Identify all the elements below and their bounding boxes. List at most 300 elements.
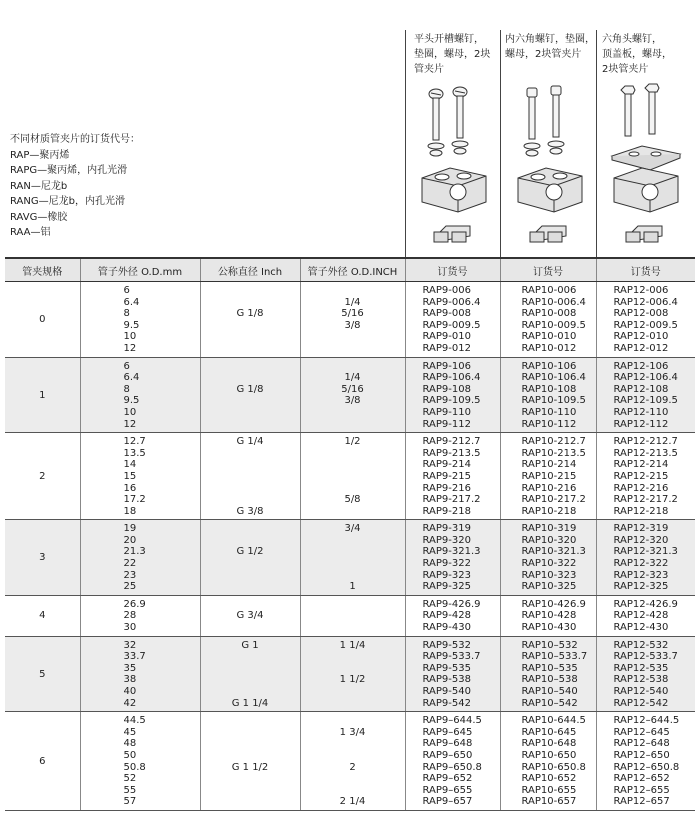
od-inch-value bbox=[301, 459, 405, 471]
table-row bbox=[5, 433, 695, 520]
order-number-3: RAP12-319 bbox=[613, 523, 669, 535]
nominal-inch-value bbox=[201, 297, 300, 309]
order-number-2: RAP10-012 bbox=[521, 342, 577, 354]
od-value-cell bbox=[80, 282, 200, 358]
order-number-2: RAP10-644.5 bbox=[521, 715, 586, 727]
order-number-1: RAP9-216 bbox=[422, 482, 471, 494]
order-number-1: RAP9-321.3 bbox=[422, 546, 481, 558]
od-inch-value: 1 3/4 bbox=[339, 726, 366, 738]
order-number-3: RAP12-006 bbox=[613, 285, 669, 296]
nominal-inch-value bbox=[201, 622, 300, 634]
header-clamp-size: 管夹规格 bbox=[5, 258, 80, 282]
order-number-1: RAP9–655 bbox=[422, 784, 473, 796]
order-number-1: RAP9-430 bbox=[422, 622, 471, 634]
nominal-inch-value bbox=[201, 471, 300, 483]
order-number-2: RAP10-428 bbox=[521, 610, 577, 622]
table-row bbox=[5, 712, 695, 811]
od-value: 33.7 bbox=[123, 651, 146, 663]
order-number-3: RAP12-009.5 bbox=[613, 319, 678, 331]
order-number-3-cell bbox=[596, 595, 695, 636]
order-number-3: RAP12–644.5 bbox=[613, 715, 680, 727]
nominal-inch-value bbox=[201, 483, 300, 495]
order-number-1-cell bbox=[405, 712, 500, 811]
od-value-cell bbox=[80, 520, 200, 596]
order-number-3: RAP12-106.4 bbox=[613, 372, 678, 384]
od-inch-value: 5/16 bbox=[341, 383, 364, 395]
order-number-2: RAP10-106 bbox=[521, 360, 577, 372]
nominal-inch-value bbox=[201, 494, 300, 506]
order-number-3: RAP12–652 bbox=[613, 773, 670, 785]
od-inch-value bbox=[301, 558, 405, 570]
od-inch-value-cell bbox=[300, 282, 405, 358]
order-number-2: RAP10-320 bbox=[521, 534, 577, 546]
header-order-no-1: 订货号 bbox=[405, 258, 500, 282]
order-number-3: RAP12-542 bbox=[613, 697, 669, 709]
order-number-3-cell bbox=[596, 636, 695, 712]
order-number-2: RAP10-110 bbox=[521, 406, 577, 418]
order-number-3: RAP12-323 bbox=[613, 569, 669, 581]
order-number-1: RAP9-325 bbox=[422, 581, 471, 593]
od-inch-value-cell bbox=[300, 636, 405, 712]
nominal-inch-value: G 1 1/2 bbox=[231, 761, 269, 773]
nominal-inch-value bbox=[201, 599, 300, 611]
nominal-inch-value-cell bbox=[200, 282, 300, 358]
column-divider bbox=[596, 30, 597, 258]
od-inch-value: 3/8 bbox=[344, 395, 361, 407]
order-number-2: RAP10–538 bbox=[521, 674, 578, 686]
order-number-3: RAP12-218 bbox=[613, 505, 669, 517]
od-value-cell bbox=[80, 595, 200, 636]
order-number-3: RAP12-109.5 bbox=[613, 395, 678, 407]
order-number-1: RAP9-108 bbox=[422, 383, 471, 395]
order-number-3: RAP12-012 bbox=[613, 342, 669, 354]
od-inch-value bbox=[301, 570, 405, 582]
nominal-inch-value-cell bbox=[200, 595, 300, 636]
material-legend bbox=[10, 132, 140, 241]
order-number-2-cell bbox=[500, 282, 596, 358]
legend-item: RAPG—聚丙烯，内孔光滑 bbox=[10, 165, 128, 176]
order-number-2: RAP10-650 bbox=[521, 749, 577, 761]
order-number-1-cell bbox=[405, 595, 500, 636]
order-table bbox=[5, 257, 695, 811]
od-value: 9.5 bbox=[123, 319, 140, 331]
nominal-inch-value bbox=[201, 558, 300, 570]
od-inch-value bbox=[301, 448, 405, 460]
nominal-inch-value bbox=[201, 523, 300, 535]
od-value-cell bbox=[80, 357, 200, 433]
order-number-1: RAP9–657 bbox=[422, 796, 473, 808]
od-inch-value bbox=[301, 331, 405, 343]
legend-item: RANG—尼龙b，内孔光滑 bbox=[10, 196, 125, 207]
header-od-inch: 管子外径 O.D.INCH bbox=[300, 258, 405, 282]
order-number-1: RAP9-110 bbox=[422, 406, 471, 418]
order-number-2-cell bbox=[500, 712, 596, 811]
order-number-1: RAP9-212.7 bbox=[422, 436, 481, 448]
order-number-3: RAP12-428 bbox=[613, 610, 669, 622]
od-value: 17.2 bbox=[123, 494, 146, 506]
order-number-2: RAP10-648 bbox=[521, 738, 577, 750]
header-nominal-inch: 公称直径 Inch bbox=[200, 258, 300, 282]
nominal-inch-value bbox=[201, 686, 300, 698]
order-number-3-cell bbox=[596, 282, 695, 358]
nominal-inch-value: G 1/2 bbox=[236, 546, 264, 558]
od-value: 32 bbox=[123, 639, 137, 651]
nominal-inch-value bbox=[201, 715, 300, 727]
order-number-2: RAP10–542 bbox=[521, 697, 578, 709]
order-number-1: RAP9-012 bbox=[422, 342, 471, 354]
order-number-3: RAP12-217.2 bbox=[613, 494, 678, 506]
nominal-inch-value bbox=[201, 535, 300, 547]
order-number-1: RAP9-215 bbox=[422, 470, 471, 482]
legend-item: RAP—聚丙烯 bbox=[10, 149, 70, 161]
nominal-inch-value bbox=[201, 750, 300, 762]
od-value: 22 bbox=[123, 558, 137, 570]
od-value: 48 bbox=[123, 738, 137, 750]
order-number-2: RAP10-426.9 bbox=[521, 598, 586, 610]
order-number-1: RAP9-218 bbox=[422, 505, 471, 517]
order-number-2: RAP10-106.4 bbox=[521, 372, 586, 384]
od-value: 10 bbox=[123, 406, 137, 418]
od-value: 30 bbox=[123, 622, 137, 634]
order-number-1: RAP9-009.5 bbox=[422, 319, 481, 331]
order-number-2: RAP10–532 bbox=[521, 639, 578, 651]
order-number-2: RAP10-650.8 bbox=[521, 761, 586, 773]
nominal-inch-value bbox=[201, 727, 300, 739]
order-number-1: RAP9-320 bbox=[422, 534, 471, 546]
nominal-inch-value bbox=[201, 459, 300, 471]
order-number-1: RAP9–648 bbox=[422, 738, 473, 750]
order-number-3: RAP12-112 bbox=[613, 418, 669, 430]
order-number-2: RAP10-217.2 bbox=[521, 494, 586, 506]
od-value: 12 bbox=[123, 342, 137, 354]
od-value: 13.5 bbox=[123, 447, 146, 459]
order-number-3: RAP12-430 bbox=[613, 622, 669, 634]
table-row bbox=[5, 282, 695, 358]
order-number-3: RAP12-532 bbox=[613, 639, 669, 651]
nominal-inch-value bbox=[201, 448, 300, 460]
nominal-inch-value bbox=[201, 651, 300, 663]
order-number-2: RAP10-215 bbox=[521, 470, 577, 482]
order-number-1: RAP9-214 bbox=[422, 459, 471, 471]
column-divider bbox=[500, 30, 501, 258]
nominal-inch-value-cell bbox=[200, 712, 300, 811]
od-inch-value-cell bbox=[300, 712, 405, 811]
nominal-inch-value bbox=[201, 581, 300, 593]
order-number-2: RAP10-213.5 bbox=[521, 447, 586, 459]
order-number-1: RAP9-217.2 bbox=[422, 494, 481, 506]
nominal-inch-value bbox=[201, 320, 300, 332]
clamp-size: 5 bbox=[5, 636, 80, 712]
order-number-2: RAP10-006.4 bbox=[521, 296, 586, 308]
table-row bbox=[5, 595, 695, 636]
od-value: 14 bbox=[123, 459, 137, 471]
nominal-inch-value bbox=[201, 773, 300, 785]
od-value: 12 bbox=[123, 418, 137, 430]
clamp-size: 2 bbox=[5, 433, 80, 520]
order-number-1: RAP9-106.4 bbox=[422, 372, 481, 384]
order-number-1: RAP9–652 bbox=[422, 773, 473, 785]
order-number-2: RAP10-322 bbox=[521, 558, 577, 570]
order-number-1: RAP9-008 bbox=[422, 308, 471, 320]
order-number-1: RAP9–644.5 bbox=[422, 715, 482, 727]
od-value: 12.7 bbox=[123, 436, 146, 448]
header-row bbox=[5, 258, 695, 282]
nominal-inch-value-cell bbox=[200, 357, 300, 433]
nominal-inch-value bbox=[201, 785, 300, 797]
nominal-inch-value bbox=[201, 395, 300, 407]
od-value: 40 bbox=[123, 686, 137, 697]
order-number-3: RAP12-325 bbox=[613, 581, 669, 593]
od-inch-value bbox=[301, 506, 405, 518]
order-number-2-cell bbox=[500, 433, 596, 520]
order-number-3: RAP12–648 bbox=[613, 738, 670, 750]
nominal-inch-value-cell bbox=[200, 520, 300, 596]
od-value: 44.5 bbox=[123, 715, 146, 727]
order-number-2: RAP10-008 bbox=[521, 308, 577, 320]
order-number-1: RAP9-109.5 bbox=[422, 395, 481, 407]
order-number-2: RAP10-645 bbox=[521, 726, 577, 738]
od-value: 8 bbox=[123, 308, 130, 320]
order-number-1: RAP9-426.9 bbox=[422, 598, 481, 610]
order-number-3: RAP12-215 bbox=[613, 470, 669, 482]
od-inch-value: 1 1/4 bbox=[339, 639, 366, 651]
od-inch-value: 5/16 bbox=[341, 308, 364, 320]
order-number-3: RAP12–655 bbox=[613, 784, 670, 796]
order-number-1: RAP9-006 bbox=[422, 285, 471, 296]
table-row bbox=[5, 520, 695, 596]
od-inch-value: 3/4 bbox=[344, 523, 361, 535]
order-number-2: RAP10-109.5 bbox=[521, 395, 586, 407]
order-number-3: RAP12-216 bbox=[613, 482, 669, 494]
od-value: 42 bbox=[123, 697, 137, 709]
order-number-1: RAP9-010 bbox=[422, 331, 471, 343]
clamp-size: 6 bbox=[5, 712, 80, 811]
od-inch-value-cell bbox=[300, 357, 405, 433]
order-number-1: RAP9-323 bbox=[422, 569, 471, 581]
clamp-size: 3 bbox=[5, 520, 80, 596]
od-inch-value: 3/8 bbox=[344, 319, 361, 331]
nominal-inch-value-cell bbox=[200, 433, 300, 520]
order-number-1: RAP9-112 bbox=[422, 418, 471, 430]
od-value: 19 bbox=[123, 523, 137, 535]
od-value-cell bbox=[80, 433, 200, 520]
nominal-inch-value bbox=[201, 331, 300, 343]
order-number-2: RAP10-214 bbox=[521, 459, 577, 471]
order-number-1: RAP9–650 bbox=[422, 749, 473, 761]
od-inch-value bbox=[301, 471, 405, 483]
od-inch-value bbox=[301, 610, 405, 622]
order-number-2: RAP10-652 bbox=[521, 773, 577, 785]
order-number-2: RAP10-657 bbox=[521, 796, 577, 808]
od-inch-value: 1/4 bbox=[344, 372, 361, 384]
od-inch-value: 1/2 bbox=[344, 436, 361, 448]
order-number-1: RAP9-540 bbox=[422, 686, 471, 697]
od-value: 28 bbox=[123, 610, 137, 622]
od-inch-value bbox=[301, 785, 405, 797]
od-value: 6 bbox=[123, 360, 130, 372]
order-number-3: RAP12-213.5 bbox=[613, 447, 678, 459]
od-inch-value: 1 1/2 bbox=[339, 674, 366, 686]
legend-title: 不同材质管夹片的订货代号： bbox=[10, 134, 140, 145]
od-inch-value: 2 1/4 bbox=[339, 796, 366, 808]
order-number-3: RAP12-006.4 bbox=[613, 296, 678, 308]
order-number-1: RAP9–645 bbox=[422, 726, 473, 738]
header-order-no-3: 订货号 bbox=[596, 258, 695, 282]
slotted-screw-clamp-illustration bbox=[412, 80, 500, 252]
nominal-inch-value bbox=[201, 738, 300, 750]
order-number-3: RAP12-106 bbox=[613, 360, 669, 372]
od-value: 50.8 bbox=[123, 761, 146, 773]
order-number-3: RAP12-322 bbox=[613, 558, 669, 570]
order-number-3: RAP12-108 bbox=[613, 383, 669, 395]
order-number-2: RAP10-006 bbox=[521, 285, 577, 296]
od-inch-value bbox=[301, 483, 405, 495]
order-number-3: RAP12-110 bbox=[613, 406, 669, 418]
order-number-2: RAP10-112 bbox=[521, 418, 577, 430]
order-number-3: RAP12–650.8 bbox=[613, 761, 680, 773]
order-number-1: RAP9-428 bbox=[422, 610, 471, 622]
od-value: 35 bbox=[123, 662, 137, 674]
clamp-size: 1 bbox=[5, 357, 80, 433]
order-number-2-cell bbox=[500, 357, 596, 433]
od-value: 52 bbox=[123, 773, 137, 785]
order-number-3-cell bbox=[596, 520, 695, 596]
order-number-2-cell bbox=[500, 636, 596, 712]
nominal-inch-value: G 1 1/4 bbox=[231, 697, 269, 709]
od-inch-value bbox=[301, 285, 405, 297]
order-number-1: RAP9-006.4 bbox=[422, 296, 481, 308]
nominal-inch-value-cell bbox=[200, 636, 300, 712]
order-number-3: RAP12-540 bbox=[613, 686, 669, 697]
nominal-inch-value bbox=[201, 343, 300, 355]
order-number-3: RAP12-538 bbox=[613, 674, 669, 686]
od-inch-value bbox=[301, 343, 405, 355]
od-value: 18 bbox=[123, 505, 137, 517]
od-inch-value bbox=[301, 361, 405, 373]
order-number-1: RAP9-106 bbox=[422, 360, 471, 372]
od-inch-value bbox=[301, 738, 405, 750]
order-number-3: RAP12-212.7 bbox=[613, 436, 678, 448]
od-inch-value bbox=[301, 773, 405, 785]
od-inch-value bbox=[301, 599, 405, 611]
order-number-2: RAP10-108 bbox=[521, 383, 577, 395]
nominal-inch-value bbox=[201, 796, 300, 808]
clamp-size: 4 bbox=[5, 595, 80, 636]
nominal-inch-value: G 1/8 bbox=[236, 308, 264, 320]
od-value: 10 bbox=[123, 331, 137, 343]
order-number-2: RAP10-325 bbox=[521, 581, 577, 593]
nominal-inch-value bbox=[201, 570, 300, 582]
order-number-1-cell bbox=[405, 520, 500, 596]
order-number-2: RAP10-323 bbox=[521, 569, 577, 581]
order-number-2: RAP10-655 bbox=[521, 784, 577, 796]
nominal-inch-value bbox=[201, 407, 300, 419]
od-value: 26.9 bbox=[123, 598, 146, 610]
order-number-2: RAP10-430 bbox=[521, 622, 577, 634]
od-inch-value bbox=[301, 715, 405, 727]
od-inch-value bbox=[301, 686, 405, 698]
od-value: 16 bbox=[123, 482, 137, 494]
order-number-2: RAP10-218 bbox=[521, 505, 577, 517]
legend-item: RAVG—橡胶 bbox=[10, 211, 68, 223]
nominal-inch-value: G 3/8 bbox=[236, 505, 264, 517]
order-number-1: RAP9-322 bbox=[422, 558, 471, 570]
od-inch-value: 1/4 bbox=[344, 296, 361, 308]
od-value: 20 bbox=[123, 534, 137, 546]
order-number-2-cell bbox=[500, 595, 596, 636]
column-divider bbox=[405, 30, 406, 258]
order-number-3: RAP12-008 bbox=[613, 308, 669, 320]
order-number-1: RAP9-532 bbox=[422, 639, 471, 651]
order-number-2: RAP10-009.5 bbox=[521, 319, 586, 331]
variant-2-description: 内六角螺钉，垫圈， 螺母，2块管夹片 bbox=[505, 34, 595, 60]
od-inch-value: 2 bbox=[349, 761, 356, 773]
hex-screw-clamp-illustration bbox=[604, 80, 692, 252]
order-number-1: RAP9-213.5 bbox=[422, 447, 481, 459]
order-number-3-cell bbox=[596, 712, 695, 811]
od-value: 25 bbox=[123, 581, 137, 593]
od-value: 38 bbox=[123, 674, 137, 686]
order-number-2: RAP10-321.3 bbox=[521, 546, 586, 558]
od-inch-value bbox=[301, 622, 405, 634]
order-number-3: RAP12–650 bbox=[613, 749, 670, 761]
od-inch-value bbox=[301, 698, 405, 710]
od-inch-value bbox=[301, 419, 405, 431]
order-number-1: RAP9-538 bbox=[422, 674, 471, 686]
variant-3-description: 六角头螺钉， 顶盖板，螺母， 2块管夹片 bbox=[602, 34, 672, 75]
od-inch-value-cell bbox=[300, 520, 405, 596]
od-inch-value bbox=[301, 535, 405, 547]
nominal-inch-value: G 1/8 bbox=[236, 383, 264, 395]
od-value: 15 bbox=[123, 470, 137, 482]
od-value: 23 bbox=[123, 569, 137, 581]
order-number-1: RAP9-542 bbox=[422, 697, 471, 709]
od-inch-value: 5/8 bbox=[344, 494, 361, 506]
od-inch-value bbox=[301, 546, 405, 558]
od-inch-value-cell bbox=[300, 433, 405, 520]
od-value: 45 bbox=[123, 726, 137, 738]
od-inch-value: 1 bbox=[349, 581, 356, 593]
order-number-2: RAP10–535 bbox=[521, 662, 578, 674]
od-value: 55 bbox=[123, 784, 137, 796]
od-value: 50 bbox=[123, 749, 137, 761]
variant-1-description: 平头开槽螺钉， 垫圈，螺母，2块 管夹片 bbox=[414, 34, 491, 75]
od-inch-value bbox=[301, 651, 405, 663]
nominal-inch-value bbox=[201, 285, 300, 297]
header-od-mm: 管子外径 O.D.mm bbox=[80, 258, 200, 282]
od-inch-value bbox=[301, 750, 405, 762]
od-value: 6.4 bbox=[123, 372, 140, 384]
od-inch-value-cell bbox=[300, 595, 405, 636]
od-value-cell bbox=[80, 636, 200, 712]
legend-item: RAA—铝 bbox=[10, 227, 51, 238]
table-row bbox=[5, 357, 695, 433]
nominal-inch-value bbox=[201, 419, 300, 431]
order-number-1: RAP9–650.8 bbox=[422, 761, 482, 773]
order-number-3: RAP12-214 bbox=[613, 459, 669, 471]
order-number-2: RAP10-216 bbox=[521, 482, 577, 494]
od-inch-value bbox=[301, 407, 405, 419]
od-value-cell bbox=[80, 712, 200, 811]
order-number-2: RAP10-319 bbox=[521, 523, 577, 535]
order-number-1: RAP9-533.7 bbox=[422, 651, 481, 663]
nominal-inch-value: G 1/4 bbox=[236, 436, 264, 448]
nominal-inch-value: G 3/4 bbox=[236, 610, 264, 622]
order-number-3: RAP12-426.9 bbox=[613, 598, 678, 610]
table-row bbox=[5, 636, 695, 712]
od-value: 57 bbox=[123, 796, 137, 808]
order-number-2-cell bbox=[500, 520, 596, 596]
